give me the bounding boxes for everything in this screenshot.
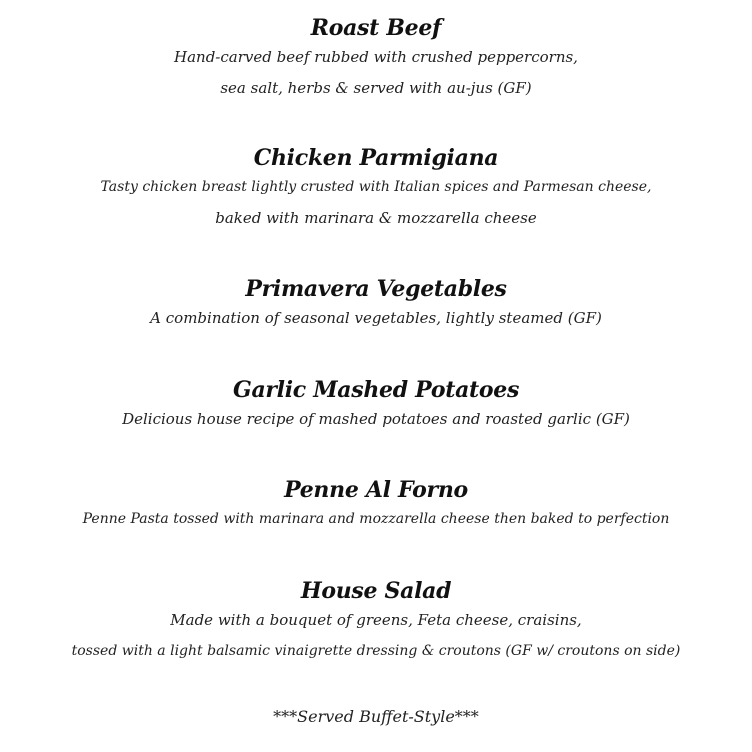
served-buffet-style-note: ***Served Buffet-Style*** [273,707,479,726]
menu-item-title: Chicken Parmigiana [253,145,499,171]
menu-item-description-line: baked with marinara & mozzarella cheese [215,209,537,227]
menu-item-description-line: A combination of seasonal vegetables, lightly steamed (GF) [150,309,602,327]
menu-item-title: Roast Beef [310,15,442,41]
menu-item-description-line: Hand-carved beef rubbed with crushed peppercorns, [174,48,578,66]
menu-item-description-line: Penne Pasta tossed with marinara and mozzarella cheese then baked to perfection [82,511,670,527]
menu-item-primavera-vegetables [0,275,752,334]
menu-item-title: House Salad [300,578,452,604]
menu-item-description-line: Tasty chicken breast lightly crusted with Italian spices and Parmesan cheese, [100,179,652,195]
menu-item-house-salad [0,577,752,667]
menu-item-description-line: Delicious house recipe of mashed potatoes and roasted garlic (GF) [122,410,630,428]
menu-item-chicken-parmigiana [0,144,752,234]
menu-item-title: Penne Al Forno [284,477,468,503]
menu-item-description-line: sea salt, herbs & served with au-jus (GF) [220,79,532,97]
menu-item-title: Garlic Mashed Potatoes [232,377,520,403]
menu-item-penne-al-forno [0,476,752,535]
menu-item-title: Primavera Vegetables [245,276,507,302]
menu-item-description-line: Made with a bouquet of greens, Feta cheese, craisins, [170,611,582,629]
menu-item-garlic-mashed-potatoes [0,376,752,435]
menu-item-description-line: tossed with a light balsamic vinaigrette dressing & croutons (GF w/ croutons on side) [71,643,681,659]
menu-item-roast-beef [0,14,752,104]
